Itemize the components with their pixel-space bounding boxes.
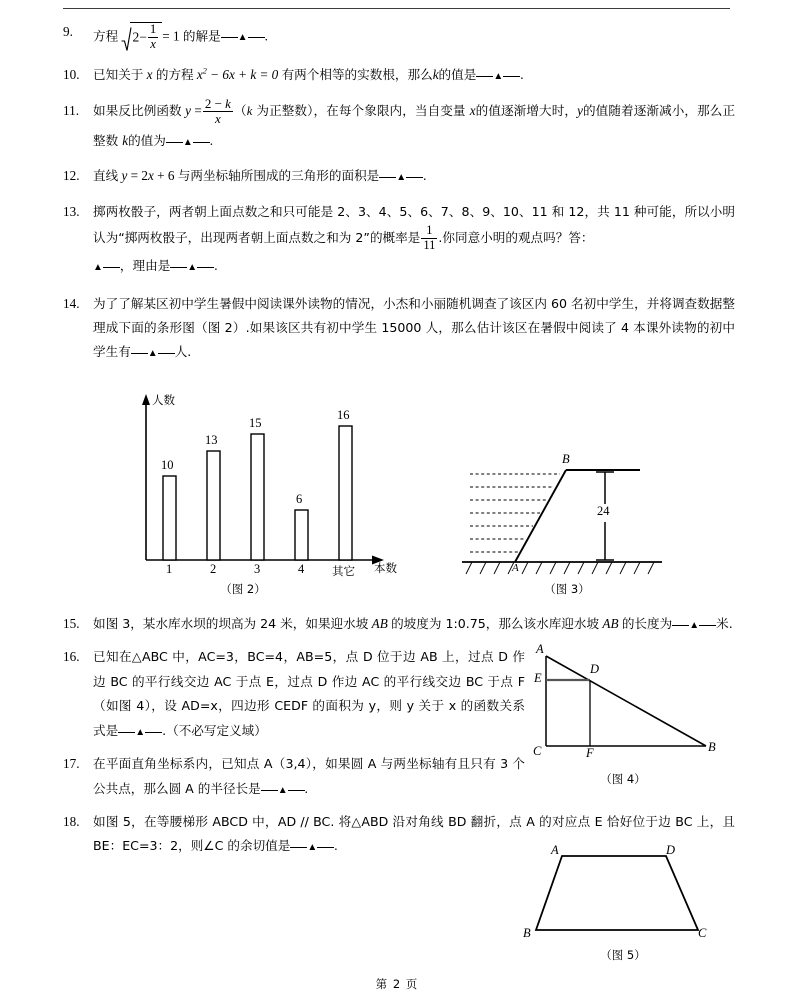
figure-4-label-B: B bbox=[708, 740, 716, 754]
problem-15-text-4: 米. bbox=[716, 616, 733, 631]
problem-9-number: 9. bbox=[63, 24, 73, 39]
sqrt-base: 2 bbox=[132, 29, 140, 45]
bar-value-3: 6 bbox=[296, 492, 303, 506]
answer-blank-9: ▲ bbox=[221, 26, 265, 46]
problem-15-number: 15. bbox=[63, 616, 80, 631]
problem-11-text-1: 如果反比例函数 bbox=[93, 103, 182, 119]
figure-5-trapezoid bbox=[518, 843, 738, 968]
problem-10-text-2: 的方程 bbox=[155, 66, 194, 82]
bar-value-2: 15 bbox=[249, 416, 262, 430]
problem-15-text-3: 的长度为 bbox=[621, 616, 673, 631]
fraction-one-over-x bbox=[148, 23, 158, 52]
fraction-1-over-11 bbox=[421, 224, 437, 252]
figure-3-label-A: A bbox=[512, 562, 519, 574]
sqrt-minus: − bbox=[139, 29, 147, 45]
problems-container bbox=[63, 22, 735, 371]
problem-9-equals: = 1 bbox=[162, 28, 180, 44]
bar-value-0: 10 bbox=[161, 458, 174, 472]
problem-17-number: 17. bbox=[63, 756, 80, 772]
problem-16-text-2: .（不必写定义域） bbox=[162, 722, 267, 738]
problem-18-period: . bbox=[334, 838, 338, 854]
problem-18-text-1: 如图 5，在等腰梯形 ABCD 中，AD // BC. 将△ABD 沿对角线 BD 翻折，点 A 的对应点 E 恰好位于边 BC 上，且 BE：EC=3：2，则∠C 的余切值是 bbox=[93, 813, 735, 854]
problem-11-number: 11. bbox=[63, 103, 79, 119]
answer-blank-11: ▲ bbox=[166, 127, 210, 155]
figure-4-caption: （图 4） bbox=[600, 772, 646, 786]
x-tick-0: 1 bbox=[166, 562, 173, 576]
answer-blank-13a: ▲ bbox=[93, 253, 120, 279]
bar-chart-svg bbox=[128, 392, 408, 572]
problem-10-text-4: 的值是 bbox=[438, 66, 477, 82]
problem-10-period: . bbox=[520, 66, 524, 82]
problem-11-period: . bbox=[209, 132, 214, 148]
problem-11-var-x: x bbox=[469, 103, 476, 119]
x-axis-label: 本数 bbox=[374, 561, 397, 575]
answer-blank-14: ▲ bbox=[131, 340, 175, 364]
problem-10 bbox=[63, 65, 735, 85]
problem-9-period: . bbox=[264, 28, 268, 44]
problem-9-tail: 的解是 bbox=[182, 28, 221, 44]
figure-5-label-A: A bbox=[551, 843, 559, 857]
header-rule bbox=[63, 8, 730, 9]
problem-13-text-3: ，理由是 bbox=[119, 258, 171, 274]
problem-17 bbox=[63, 752, 525, 801]
problem-9 bbox=[63, 22, 735, 53]
bar-value-4: 16 bbox=[337, 408, 350, 422]
figure-3-label-B: B bbox=[562, 452, 570, 466]
problem-15-text-1: 如图 3，某水库水坝的坝高为 24 米，如果迎水坡 bbox=[93, 616, 369, 631]
problem-13-text-2: .你同意小明的观点吗？答： bbox=[438, 230, 594, 246]
problem-14-text-2: 人. bbox=[174, 344, 192, 360]
figure-4-label-A: A bbox=[536, 642, 544, 656]
problem-17-text-1: 在平面直角坐标系内，已知点 A（3,4），如果圆 A 与两坐标轴有且只有 3 个公共点，那么圆 A 的半径长是 bbox=[93, 756, 525, 796]
answer-blank-17: ▲ bbox=[261, 777, 305, 801]
problem-10-var-x: x bbox=[146, 66, 153, 82]
answer-blank-18: ▲ bbox=[290, 834, 334, 858]
problem-18-number: 18. bbox=[63, 813, 80, 829]
problem-14-number: 14. bbox=[63, 295, 80, 311]
problem-12-number: 12. bbox=[63, 168, 80, 184]
x-tick-1: 2 bbox=[210, 562, 217, 576]
figure-4-label-D: D bbox=[590, 662, 600, 676]
problem-12-text-1: 直线 bbox=[93, 168, 119, 184]
problem-10-number: 10. bbox=[63, 66, 80, 82]
figure-3-caption: （图 3） bbox=[544, 582, 590, 596]
problem-10-equation: $x^2 - 6x + k = 0$ bbox=[196, 66, 279, 82]
x-tick-3: 4 bbox=[298, 562, 305, 576]
problem-12 bbox=[63, 166, 735, 186]
problem-10-text-3: 有两个相等的实数根，那么 bbox=[281, 66, 433, 82]
figure-3-dam bbox=[462, 452, 732, 602]
problem-13 bbox=[63, 199, 735, 280]
problem-13-period: . bbox=[214, 258, 218, 274]
answer-blank-15: ▲ bbox=[672, 612, 716, 636]
problem-11-text-4: 的值随着逐渐减小，那么正整数 bbox=[93, 103, 736, 148]
problem-15-text-2: 的坡度为 1:0.75，那么该水库迎水坡 bbox=[391, 616, 600, 631]
trapezoid-svg bbox=[518, 848, 728, 948]
fraction-numerator: 1 bbox=[426, 223, 433, 238]
figure-2-caption: （图 2） bbox=[220, 582, 266, 596]
problem-15-seg-AB-1: AB bbox=[371, 616, 388, 631]
problem-10-text-1: 已知关于 bbox=[93, 66, 144, 82]
figure-5-caption: （图 5） bbox=[600, 948, 646, 962]
fraction-2-minus-k-over-x bbox=[203, 97, 233, 126]
fraction-numerator: 1 bbox=[149, 21, 157, 36]
figure-5-label-D: D bbox=[666, 843, 676, 857]
answer-blank-13b: ▲ bbox=[170, 253, 214, 279]
triangle-svg bbox=[528, 648, 728, 768]
fraction-numerator: 2 − k bbox=[204, 95, 231, 111]
figure-3-height-value: 24 bbox=[597, 504, 610, 518]
problem-11-text-5: 的值为 bbox=[128, 132, 166, 148]
problem-15-seg-AB-2: AB bbox=[602, 616, 619, 631]
problem-12-text-2: 与两坐标轴所围成的三角形的面积是 bbox=[177, 168, 380, 184]
problem-11-var-y: y bbox=[185, 103, 191, 119]
fraction-denominator: x bbox=[148, 37, 158, 52]
problem-16-number: 16. bbox=[63, 649, 80, 665]
problem-12-period: . bbox=[423, 168, 427, 184]
x-tick-4: 其它 bbox=[332, 564, 355, 578]
figure-5-label-C: C bbox=[698, 926, 707, 940]
figure-4-label-F: F bbox=[586, 746, 594, 760]
problem-9-lead: 方程 bbox=[93, 28, 119, 44]
figure-4-label-C: C bbox=[533, 744, 542, 758]
page-footer: 第 2 页 bbox=[375, 977, 419, 991]
problem-11-text-2: （k 为正整数），在每个象限内，当自变量 bbox=[233, 103, 470, 119]
figure-5-label-B: B bbox=[523, 926, 531, 940]
problem-11-var-y2: y bbox=[577, 103, 583, 119]
figure-4-label-E: E bbox=[534, 671, 542, 685]
problem-12-equation: y = 2x + 6 bbox=[121, 168, 175, 184]
answer-blank-10: ▲ bbox=[476, 65, 520, 85]
problem-11-equals: = bbox=[194, 103, 202, 119]
problem-13-text-1: 掷两枚骰子，两者朝上面点数之和只可能是 2、3、4、5、6、7、8、9、10、11 和 12，共 11 种可能，所以小明认为“掷两枚骰子，出现两者朝上面点数之和为 2”的概率是 bbox=[93, 203, 735, 246]
x-tick-2: 3 bbox=[254, 562, 261, 576]
fraction-denominator: x bbox=[203, 111, 233, 126]
problem-15 bbox=[63, 612, 735, 636]
problem-13-number: 13. bbox=[63, 203, 80, 219]
problem-14-text-1: 为了了解某区初中学生暑假中阅读课外读物的情况，小杰和小丽随机调查了该区内 60 名初中学生，并将调查数据整理成下面的条形图（图 2）.如果该区共有初中学生 15000 人，那么估计该区在暑假中阅读了 4 本课外读物的初中学生有 bbox=[93, 295, 735, 360]
bar-value-1: 13 bbox=[205, 433, 218, 447]
sqrt-expression bbox=[121, 22, 162, 53]
answer-blank-16: ▲ bbox=[118, 719, 162, 743]
problem-11-var-k: k bbox=[122, 132, 129, 148]
problem-16 bbox=[63, 645, 525, 743]
y-axis-label: 人数 bbox=[152, 393, 175, 407]
problem-17-period: . bbox=[304, 780, 308, 796]
problem-11 bbox=[63, 97, 735, 154]
problem-10-var-k: k bbox=[432, 66, 439, 82]
answer-blank-12: ▲ bbox=[379, 166, 423, 186]
problem-14 bbox=[63, 292, 735, 365]
figure-4-triangle bbox=[528, 642, 738, 798]
fraction-denominator: 11 bbox=[423, 237, 436, 252]
figure-2-bar-chart bbox=[128, 392, 408, 597]
problem-11-text-3: 的值逐渐增大时， bbox=[475, 103, 578, 119]
problem-16-text-1: 已知在△ABC 中，AC=3，BC=4，AB=5，点 D 位于边 AB 上，过点 D 作边 BC 的平行线交边 AC 于点 E，过点 D 作边 AC 的平行线交边 BC 于点 F（如图 4），设 AD=x，四边形 CEDF 的面积为 y，则 y 关于 x 的函数关系式是 bbox=[93, 649, 525, 738]
